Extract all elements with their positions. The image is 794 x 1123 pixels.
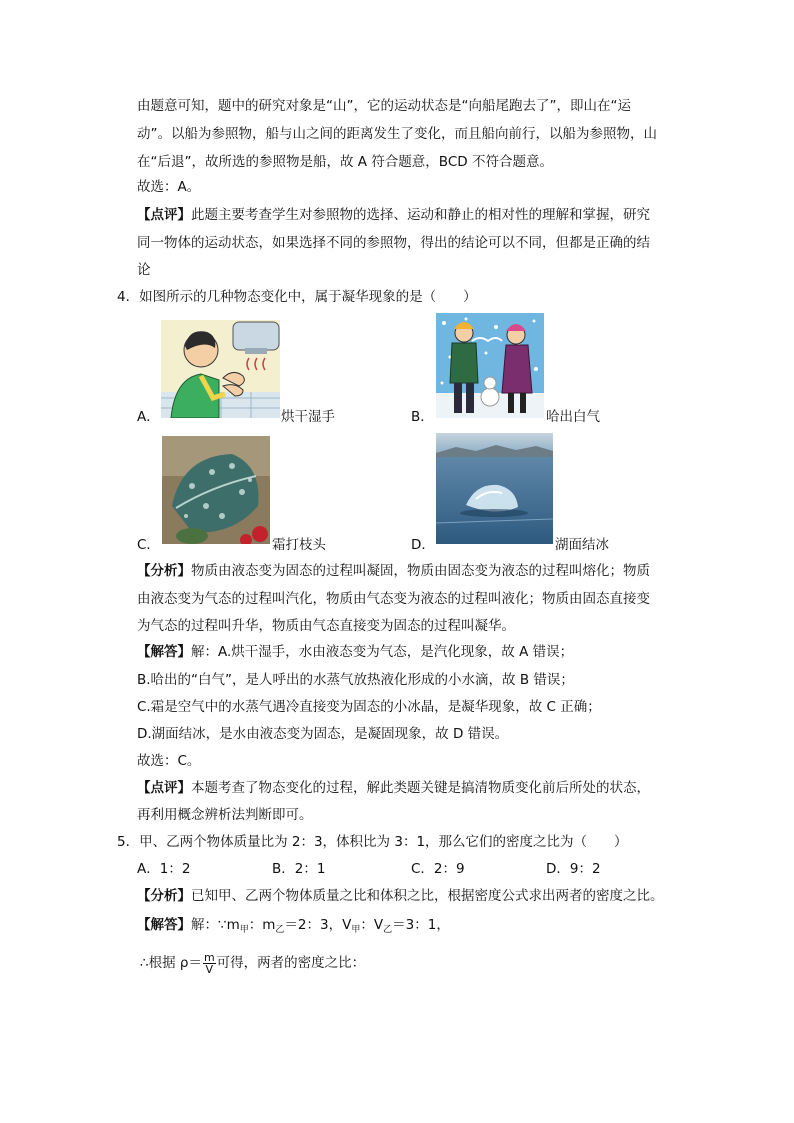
- q4-option-b-letter: B．: [411, 409, 434, 425]
- q4-comment-text-1: 本题考查了物态变化的过程，解此类题关键是搞清物质变化前后所处的状态，: [191, 780, 650, 796]
- q5-line2-pre: ∴根据 ρ＝: [140, 955, 202, 971]
- density-fraction: [203, 952, 216, 975]
- q4-option-a-caption: 烘干湿手: [281, 409, 335, 425]
- subscript-jia: 甲: [239, 925, 249, 935]
- frost-leaf-image: [162, 436, 270, 544]
- q4-analysis-line-2: 由液态变为气态的过程叫汽化，物质由气态变为液态的过程叫液化；物质由固态直接变: [137, 591, 650, 607]
- q4-solution-line-3: C.霜是空气中的水蒸气遇冷直接变为固态的小冰晶，是凝华现象，故 C 正确；: [137, 699, 601, 715]
- q3-comment-text-1: 此题主要考查学生对参照物的选择、运动和静止的相对性的理解和掌握，研究: [191, 207, 650, 223]
- q5-option-d: D．9：2: [546, 861, 601, 877]
- q4-comment-line-1: [137, 778, 650, 798]
- q4-stem: 4．如图所示的几种物态变化中，属于凝华现象的是（ ）: [117, 289, 477, 305]
- analysis-tag: 【分析】: [137, 563, 191, 579]
- q5-solution-line-1: [137, 915, 450, 940]
- q5-option-a: A．1：2: [137, 861, 191, 877]
- q4-answer: 故选：C。: [137, 753, 201, 769]
- fraction-numerator: m: [203, 950, 215, 964]
- fraction-denominator: V: [205, 962, 214, 976]
- q4-option-a-letter: A．: [137, 409, 160, 425]
- q4-solution-line-1: [137, 642, 573, 662]
- q4-analysis-text-1: 物质由液态变为固态的过程叫凝固，物质由固态变为液态的过程叫熔化；物质: [191, 563, 650, 579]
- q3-text-line-2: 动”。以船为参照物，船与山之间的距离发生了变化，而且船向前行，以船为参照物，山: [137, 126, 657, 142]
- q4-analysis-line-3: 为气态的过程叫升华，物质由气态直接变为固态的过程叫凝华。: [137, 618, 515, 634]
- subscript-jia: 甲: [351, 925, 361, 935]
- q3-text-line-3: 在“后退”，故所选的参照物是船，故 A 符合题意，BCD 不符合题意。: [137, 154, 553, 170]
- q4-solution-text-1: 解：A.烘干湿手，水由液态变为气态，是汽化现象，故 A 错误；: [191, 644, 574, 660]
- q4-analysis-line-1: [137, 561, 650, 581]
- q4-solution-line-2: B.哈出的“白气”，是人呼出的水蒸气放热液化形成的小水滴，故 B 错误；: [137, 672, 574, 688]
- q4-option-d-caption: 湖面结冰: [555, 537, 609, 553]
- solution-tag: 【解答】: [137, 644, 191, 660]
- q5-solution-line-2: [140, 950, 365, 976]
- q4-option-c-letter: C．: [137, 537, 160, 553]
- q3-comment-line-2: 同一物体的运动状态，如果选择不同的参照物，得出的结论可以不同，但都是正确的结: [137, 235, 650, 251]
- q4-option-b-caption: 哈出白气: [546, 409, 600, 425]
- q5-sol-text-a: 解：∵m: [191, 917, 240, 933]
- q5-sol-text-e: ＝3：1，: [392, 917, 450, 933]
- analysis-tag: 【分析】: [137, 888, 191, 904]
- frozen-lake-image: [436, 433, 553, 544]
- q5-sol-text-b: ：m: [248, 917, 276, 933]
- q5-sol-text-d: ：V: [360, 917, 384, 933]
- q5-analysis-text: 已知甲、乙两个物体质量之比和体积之比，根据密度公式求出两者的密度之比。: [191, 888, 664, 904]
- q5-line2-post: 可得，两者的密度之比：: [216, 955, 366, 971]
- q5-option-b: B．2：1: [272, 861, 326, 877]
- q4-comment-line-2: 再利用概念辨析法判断即可。: [137, 807, 313, 823]
- q5-option-c: C．2：9: [411, 861, 465, 877]
- subscript-yi: 乙: [383, 925, 393, 935]
- q3-answer: 故选：A。: [137, 179, 201, 195]
- subscript-yi: 乙: [275, 925, 285, 935]
- q3-comment-line-3: 论: [137, 262, 151, 278]
- solution-tag: 【解答】: [137, 917, 191, 933]
- q4-option-d-letter: D．: [411, 537, 435, 553]
- q5-sol-text-c: ＝2：3，V: [284, 917, 352, 933]
- comment-tag: 【点评】: [137, 207, 191, 223]
- breath-vapor-image: [436, 313, 544, 418]
- q5-analysis-line: [137, 886, 664, 906]
- q3-comment-line-1: [137, 205, 650, 225]
- q3-text-line-1: 由题意可知，题中的研究对象是“山”，它的运动状态是“向船尾跑去了”，即山在“运: [137, 98, 631, 114]
- q4-option-c-caption: 霜打枝头: [272, 537, 326, 553]
- comment-tag: 【点评】: [137, 780, 191, 796]
- hand-dryer-image: [161, 320, 280, 418]
- q5-stem: 5．甲、乙两个物体质量比为 2：3，体积比为 3：1，那么它们的密度之比为（ ）: [117, 834, 628, 850]
- q4-solution-line-4: D.湖面结冰，是水由液态变为固态，是凝固现象，故 D 错误。: [137, 726, 509, 742]
